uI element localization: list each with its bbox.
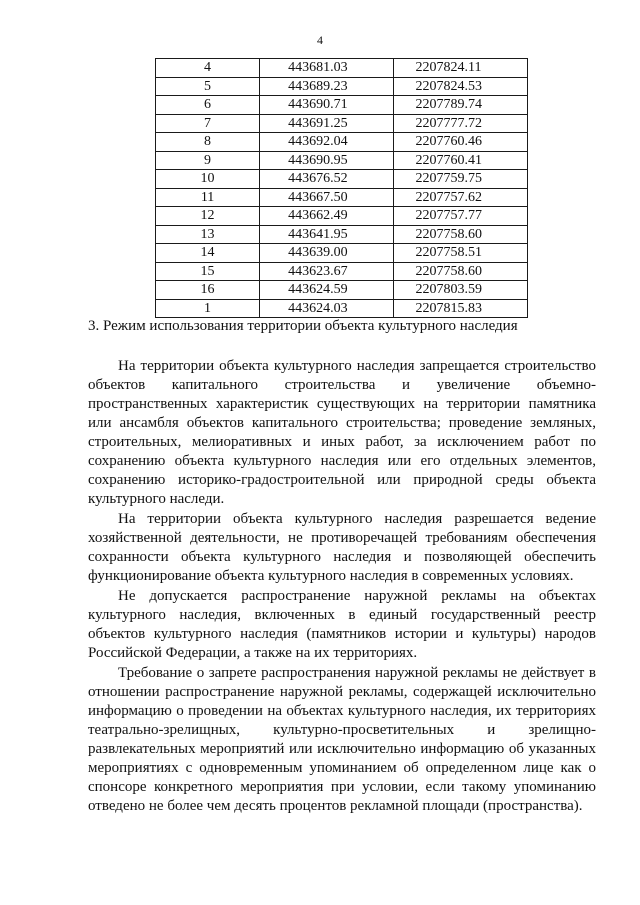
x-coordinate-cell: 443681.03 — [260, 59, 393, 78]
point-number-cell: 4 — [156, 59, 260, 78]
paragraph-permitted-activity: На территории объекта культурного наследия разрешается ведение хозяйственной деятельности, не противоречащей требованиям обеспечения сохранности объекта культурного наследия и позволяющей обеспечить функционирование объекта культурного наследия в современных условиях. — [88, 511, 596, 584]
y-coordinate-cell: 2207824.53 — [393, 77, 527, 96]
table-row — [156, 59, 528, 78]
table-row — [156, 170, 528, 189]
table-row — [156, 96, 528, 115]
y-coordinate-cell: 2207758.60 — [393, 262, 527, 281]
table-row — [156, 151, 528, 170]
x-coordinate-cell: 443691.25 — [260, 114, 393, 133]
x-coordinate-cell: 443623.67 — [260, 262, 393, 281]
table-row — [156, 188, 528, 207]
paragraph-advertising-exception: Требование о запрете распространения наружной рекламы не действует в отношении распространение наружной рекламы, содержащей исключительно информацию о проведении на объектах культурного наследия, их территориях театрально-зрелищных, культурно-просветительных и зрелищно-развлекательных мероприятий или исключительно информацию об указанных мероприятиях с одновременным упоминанием об определенном лице как о спонсоре конкретного мероприятия при условии, если такому упоминанию отведено не более чем десять процентов рекламной площади (пространства). — [88, 665, 596, 814]
y-coordinate-cell: 2207777.72 — [393, 114, 527, 133]
point-number-cell: 5 — [156, 77, 260, 96]
x-coordinate-cell: 443676.52 — [260, 170, 393, 189]
x-coordinate-cell: 443624.03 — [260, 299, 393, 318]
point-number-cell: 12 — [156, 207, 260, 226]
section-heading: 3. Режим использования территории объекта культурного наследия — [88, 318, 518, 334]
table-row — [156, 207, 528, 226]
x-coordinate-cell: 443639.00 — [260, 244, 393, 263]
point-number-cell: 7 — [156, 114, 260, 133]
point-number-cell: 15 — [156, 262, 260, 281]
x-coordinate-cell: 443624.59 — [260, 281, 393, 300]
point-number-cell: 14 — [156, 244, 260, 263]
point-number-cell: 6 — [156, 96, 260, 115]
table-row — [156, 114, 528, 133]
table-row — [156, 281, 528, 300]
x-coordinate-cell: 443690.71 — [260, 96, 393, 115]
y-coordinate-cell: 2207757.62 — [393, 188, 527, 207]
x-coordinate-cell: 443689.23 — [260, 77, 393, 96]
x-coordinate-cell: 443690.95 — [260, 151, 393, 170]
table-row — [156, 77, 528, 96]
table-row — [156, 299, 528, 318]
y-coordinate-cell: 2207758.60 — [393, 225, 527, 244]
y-coordinate-cell: 2207789.74 — [393, 96, 527, 115]
table-row — [156, 133, 528, 152]
y-coordinate-cell: 2207758.51 — [393, 244, 527, 263]
coordinates-table — [155, 58, 528, 318]
table-row — [156, 262, 528, 281]
paragraph-advertising-ban: Не допускается распространение наружной рекламы на объектах культурного наследия, включенных в единый государственный реестр объектов культурного наследия (памятников истории и культуры) народов Российской Федерации, а также на их территориях. — [88, 588, 596, 661]
y-coordinate-cell: 2207759.75 — [393, 170, 527, 189]
y-coordinate-cell: 2207824.11 — [393, 59, 527, 78]
coordinates-table-body — [156, 59, 528, 318]
point-number-cell: 8 — [156, 133, 260, 152]
paragraph-prohibitions: На территории объекта культурного наследия запрещается строительство объектов капитального строительства и увеличение объемно-пространственных характеристик существующих на территории памятника или ансамбля объектов капитального строительства; проведение земляных, строительных, мелиоративных и иных работ, за исключением работ по сохранению объекта культурного наследия или его отдельных элементов, сохранению историко-градостроительной или природной среды объекта культурного наследи. — [88, 358, 596, 507]
document-body — [88, 357, 596, 817]
y-coordinate-cell: 2207803.59 — [393, 281, 527, 300]
point-number-cell: 11 — [156, 188, 260, 207]
point-number-cell: 10 — [156, 170, 260, 189]
x-coordinate-cell: 443667.50 — [260, 188, 393, 207]
x-coordinate-cell: 443662.49 — [260, 207, 393, 226]
table-row — [156, 244, 528, 263]
y-coordinate-cell: 2207760.41 — [393, 151, 527, 170]
page-number: 4 — [317, 33, 323, 47]
y-coordinate-cell: 2207815.83 — [393, 299, 527, 318]
point-number-cell: 1 — [156, 299, 260, 318]
point-number-cell: 16 — [156, 281, 260, 300]
point-number-cell: 13 — [156, 225, 260, 244]
y-coordinate-cell: 2207757.77 — [393, 207, 527, 226]
point-number-cell: 9 — [156, 151, 260, 170]
x-coordinate-cell: 443692.04 — [260, 133, 393, 152]
table-row — [156, 225, 528, 244]
y-coordinate-cell: 2207760.46 — [393, 133, 527, 152]
x-coordinate-cell: 443641.95 — [260, 225, 393, 244]
